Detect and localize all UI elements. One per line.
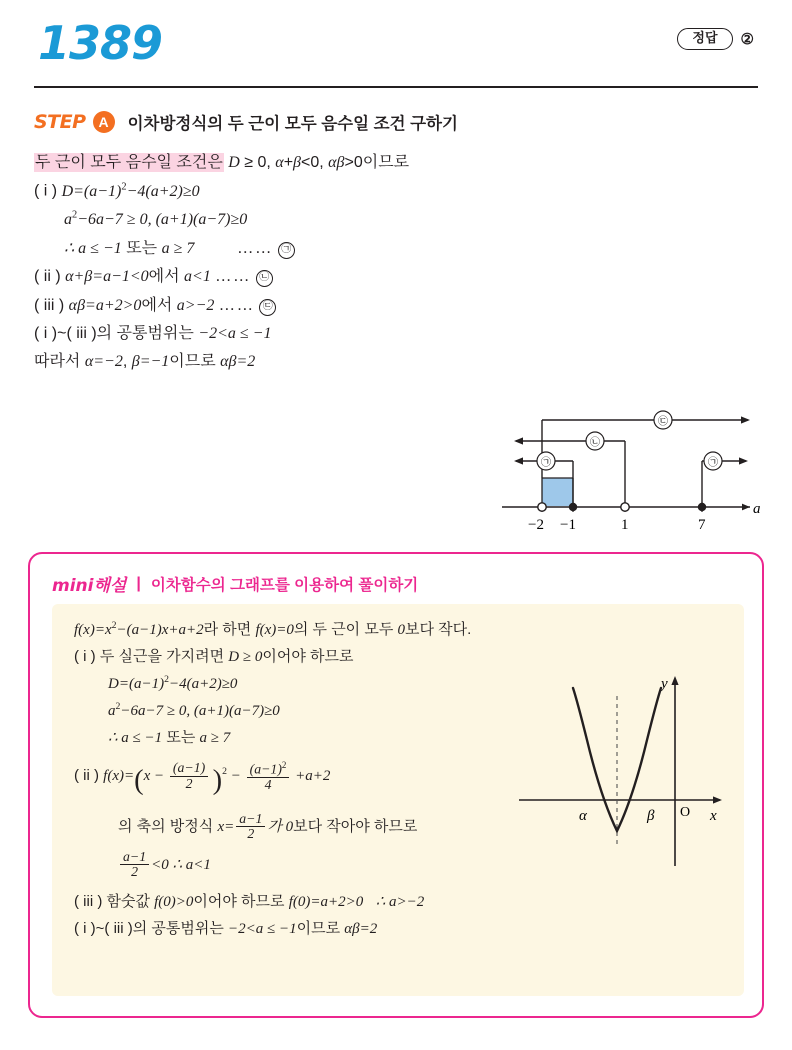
mini-case-ii-axis: 의 축의 방정식 x= $\frac{a-1}{2}$ 가 0보다 작아야 하므로	[118, 810, 418, 842]
answer-label: 정답	[677, 28, 732, 50]
solution-body	[34, 150, 514, 378]
case-ii-line: ( ii ) α+β=a−1<0에서 a<1 …… ㉡	[34, 264, 514, 290]
answer-area	[677, 28, 754, 50]
mini-case-i-eq3: ∴ a ≤ −1 또는 a ≥ 7	[108, 729, 231, 746]
parabola-figure	[515, 670, 730, 870]
svg-text:O: O	[680, 805, 691, 820]
svg-text:a: a	[753, 501, 761, 517]
svg-text:7: 7	[698, 517, 706, 533]
dots-3: ……	[218, 296, 255, 314]
svg-text:y: y	[661, 676, 668, 692]
case-i-line-b: $a^2-6a-7 \ge 0$, (a+1)(a−7)≥0	[64, 210, 248, 229]
svg-text:㉠: ㉠	[541, 457, 551, 469]
mini-content	[74, 618, 544, 944]
mark-circle-3: ㉢	[259, 299, 276, 316]
svg-text:x: x	[710, 808, 717, 824]
case-i-label: ( i )	[34, 182, 58, 200]
case-i-line-c: ∴ a ≤ −1 또는 a ≥ 7 …… ㉠	[34, 236, 514, 262]
svg-text:㉠: ㉠	[708, 457, 718, 469]
common-range-line: ( i )~( iii )의 공통범위는 −2<a ≤ −1	[34, 325, 272, 342]
svg-text:1: 1	[621, 517, 629, 533]
case-ii-label: ( ii )	[34, 268, 61, 286]
mini-last-line: ( i )~( iii )의 공통범위는 −2<a ≤ −1이므로 αβ=2	[74, 919, 378, 937]
mark-circle-1: ㉠	[278, 242, 295, 259]
step-title: 이차방정식의 두 근이 모두 음수일 조건 구하기	[127, 115, 458, 133]
mini-case-i-eq2: $a^2-6a-7 \ge 0$, (a+1)(a−7)≥0	[108, 701, 280, 719]
page-header	[34, 0, 758, 72]
mini-case-ii-eq2: $\frac{a-1}{2}$ <0 ∴ a<1	[74, 850, 544, 880]
mini-case-i-text: 두 실근을 가지려면 D ≥ 0이어야 하므로	[99, 648, 354, 665]
svg-text:−2: −2	[528, 517, 544, 533]
mini-case-iii: ( iii ) 함숫값 f(0)>0이어야 하므로 f(0)=a+2>0 ∴ a>−2	[74, 892, 425, 910]
mini-case-iii-label: ( iii )	[74, 892, 103, 910]
step-heading	[34, 110, 458, 134]
dots-2: ……	[215, 268, 252, 286]
mini-case-ii	[74, 758, 544, 804]
mini-separator: |	[136, 574, 141, 592]
condition-highlight: 두 근이 모두 음수일 조건은	[35, 154, 223, 171]
case-i-line	[34, 178, 514, 205]
case-i-eq: $D=(a-1)^2-4(a+2)\ge 0$	[61, 181, 200, 200]
step-label: STEP	[34, 111, 86, 133]
mini-inner-panel	[52, 604, 744, 996]
mini-solution-box	[28, 552, 764, 1018]
svg-text:−1: −1	[560, 517, 576, 533]
mini-case-i	[74, 645, 544, 669]
step-badge: A	[93, 111, 115, 133]
number-line-figure	[500, 395, 762, 545]
mini-case-i-label: ( i )	[74, 648, 96, 665]
dots-1: ……	[237, 239, 274, 257]
answer-value: ②	[740, 30, 754, 48]
mini-case-ii-label: ( ii )	[74, 766, 99, 784]
mini-header	[52, 571, 418, 596]
case-iii-line: ( iii ) αβ=a+2>0에서 a>−2 …… ㉢	[34, 293, 514, 319]
condition-line	[34, 150, 514, 176]
mini-title-sub: 이차함수의 그래프를 이용하여 풀이하기	[150, 576, 419, 594]
mini-title-main: mini해설	[52, 576, 127, 596]
case-iii-label: ( iii )	[34, 296, 65, 314]
mini-case-ii-eq: f(x)=(x − $\frac{(a-1)}{2}$ )$^2$ − $\frac{(a-1)^2}{4}$ +a+2	[103, 759, 331, 796]
problem-number: 1389	[38, 16, 163, 70]
header-divider	[34, 86, 758, 88]
conclusion-line: 따라서 α=−2, β=−1이므로 αβ=2	[34, 353, 256, 371]
svg-text:α: α	[579, 808, 587, 824]
svg-text:β: β	[647, 808, 655, 824]
condition-math: D ≥ 0, α+β<0, αβ>0이므로	[228, 154, 410, 171]
mini-intro: $f(x)=x^2-(a-1)x+a+2$라 하면 f(x)=0의 두 근이 모두 0보다 작다.	[74, 620, 472, 638]
svg-text:㉡: ㉡	[590, 437, 600, 449]
mark-circle-2: ㉡	[256, 270, 273, 287]
svg-text:㉢: ㉢	[658, 416, 668, 428]
mini-case-i-eq1: $D=(a-1)^2-4(a+2)\ge 0$	[108, 674, 238, 692]
